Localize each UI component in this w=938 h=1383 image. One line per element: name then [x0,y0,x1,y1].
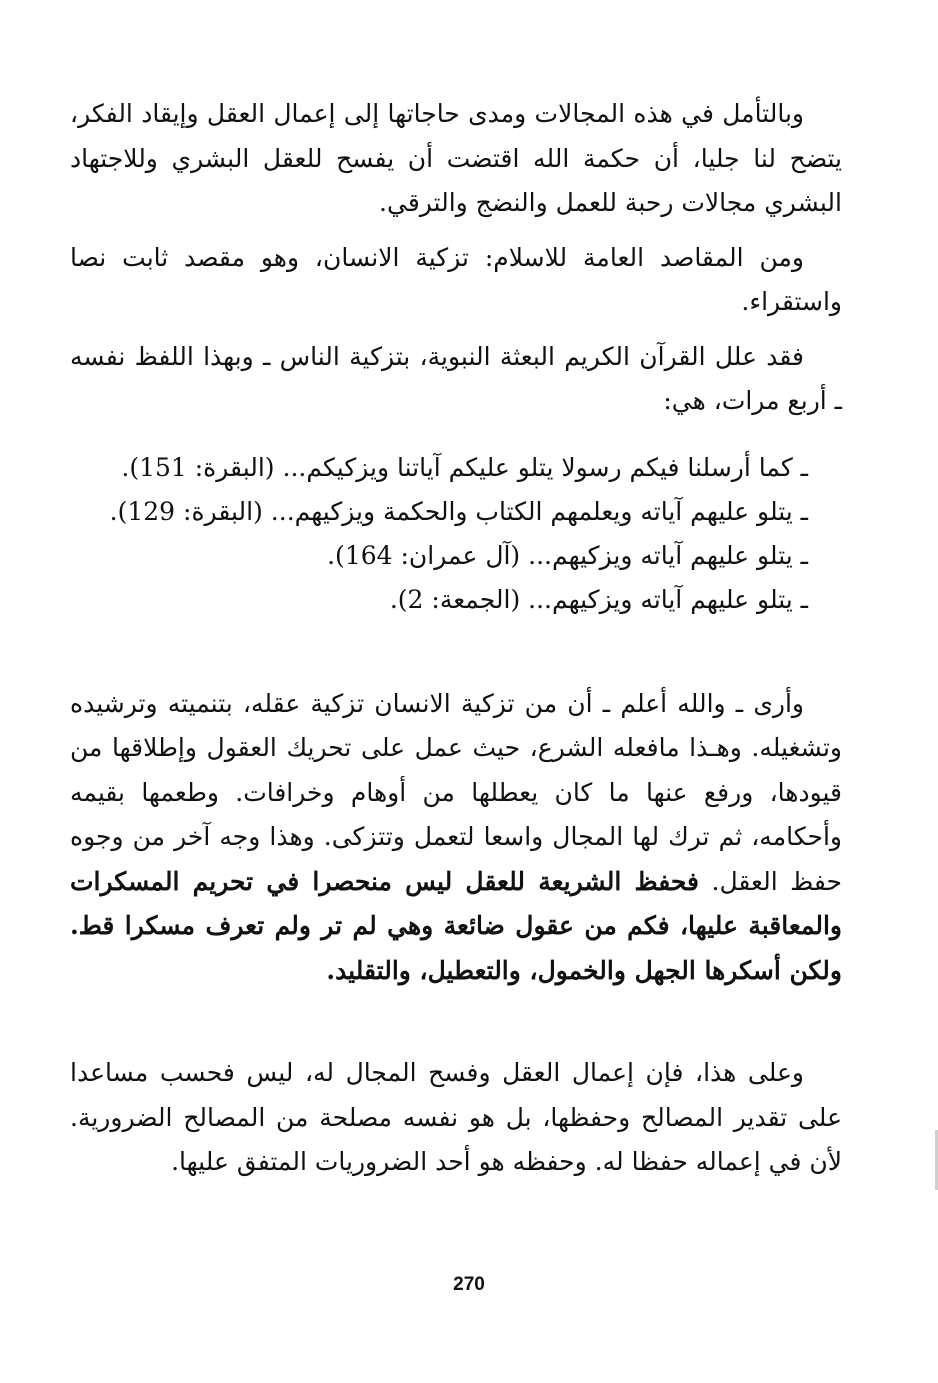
paragraph-text: وأرى ـ والله أعلم ـ أن من تزكية الانسان تزكية عقله، بتنميته وترشيده وتشغيله. وهـذا مافعله الشرع، حيث عمل على تحريك العقول وإطلاقها من قيودها، ورفع عنها ما كان يعطلها من أوهام وخرافات. وطعمها بقيمه وأحكامه، ثم ترك لها المجال واسعا لتعمل وتتزكى. وهذا وجه آخر من وجوه حفظ العقل. [70,688,842,896]
verse-item: ـ كما أرسلنا فيكم رسولا يتلو عليكم آياتنا ويزكيكم... (البقرة: 151). [121,452,808,482]
paragraph-conclusion: وعلى هذا، فإن إعمال العقل وفسح المجال له، ليس فحسب مساعدا على تقدير المصالح وحفظها، بل هو نفسه مصلحة من المصالح الضرورية. لأن في إعماله حفظا له. وحفظه هو أحد الضروريات المتفق عليها. [70,1058,842,1176]
verse-list [70,446,842,622]
verse-item: ـ يتلو عليهم آياته ويزكيهم... (الجمعة: 2). [389,584,808,614]
page-number: 270 [453,1274,485,1295]
verse-item: ـ يتلو عليهم آياته ويعلمهم الكتاب والحكمة ويزكيهم... (البقرة: 129). [109,496,808,526]
page-body [70,92,842,1195]
paragraph-mind-purification [70,682,842,994]
emphasized-text: فحفظ الشريعة للعقل ليس منحصرا في تحريم المسكرات والمعاقبة عليها، فكم من عقول ضائعة وهي لم تر ولم تعرف مسكرا قط. ولكن أسكرها الجهل والخمول، والتعطيل، والتقليد. [70,866,842,985]
paragraph-general-objectives: ومن المقاصد العامة للاسلام: تزكية الانسان، وهو مقصد ثابت نصا واستقراء. [70,242,842,316]
paragraph-prophetic-mission: فقد علل القرآن الكريم البعثة النبوية، بتزكية الناس ـ وبهذا اللفظ نفسه ـ أربع مرات، هي: [70,341,842,415]
paragraph-reflection: وبالتأمل في هذه المجالات ومدى حاجاتها إلى إعمال العقل وإيقاد الفكر، يتضح لنا جليا، أن حكمة الله اقتضت أن يفسح للعقل البشري وللاجتهاد البشري مجالات رحبة للعمل والنضج والترقي. [70,99,842,217]
verse-item: ـ يتلو عليهم آياته ويزكيهم... (آل عمران: 164). [327,540,808,570]
